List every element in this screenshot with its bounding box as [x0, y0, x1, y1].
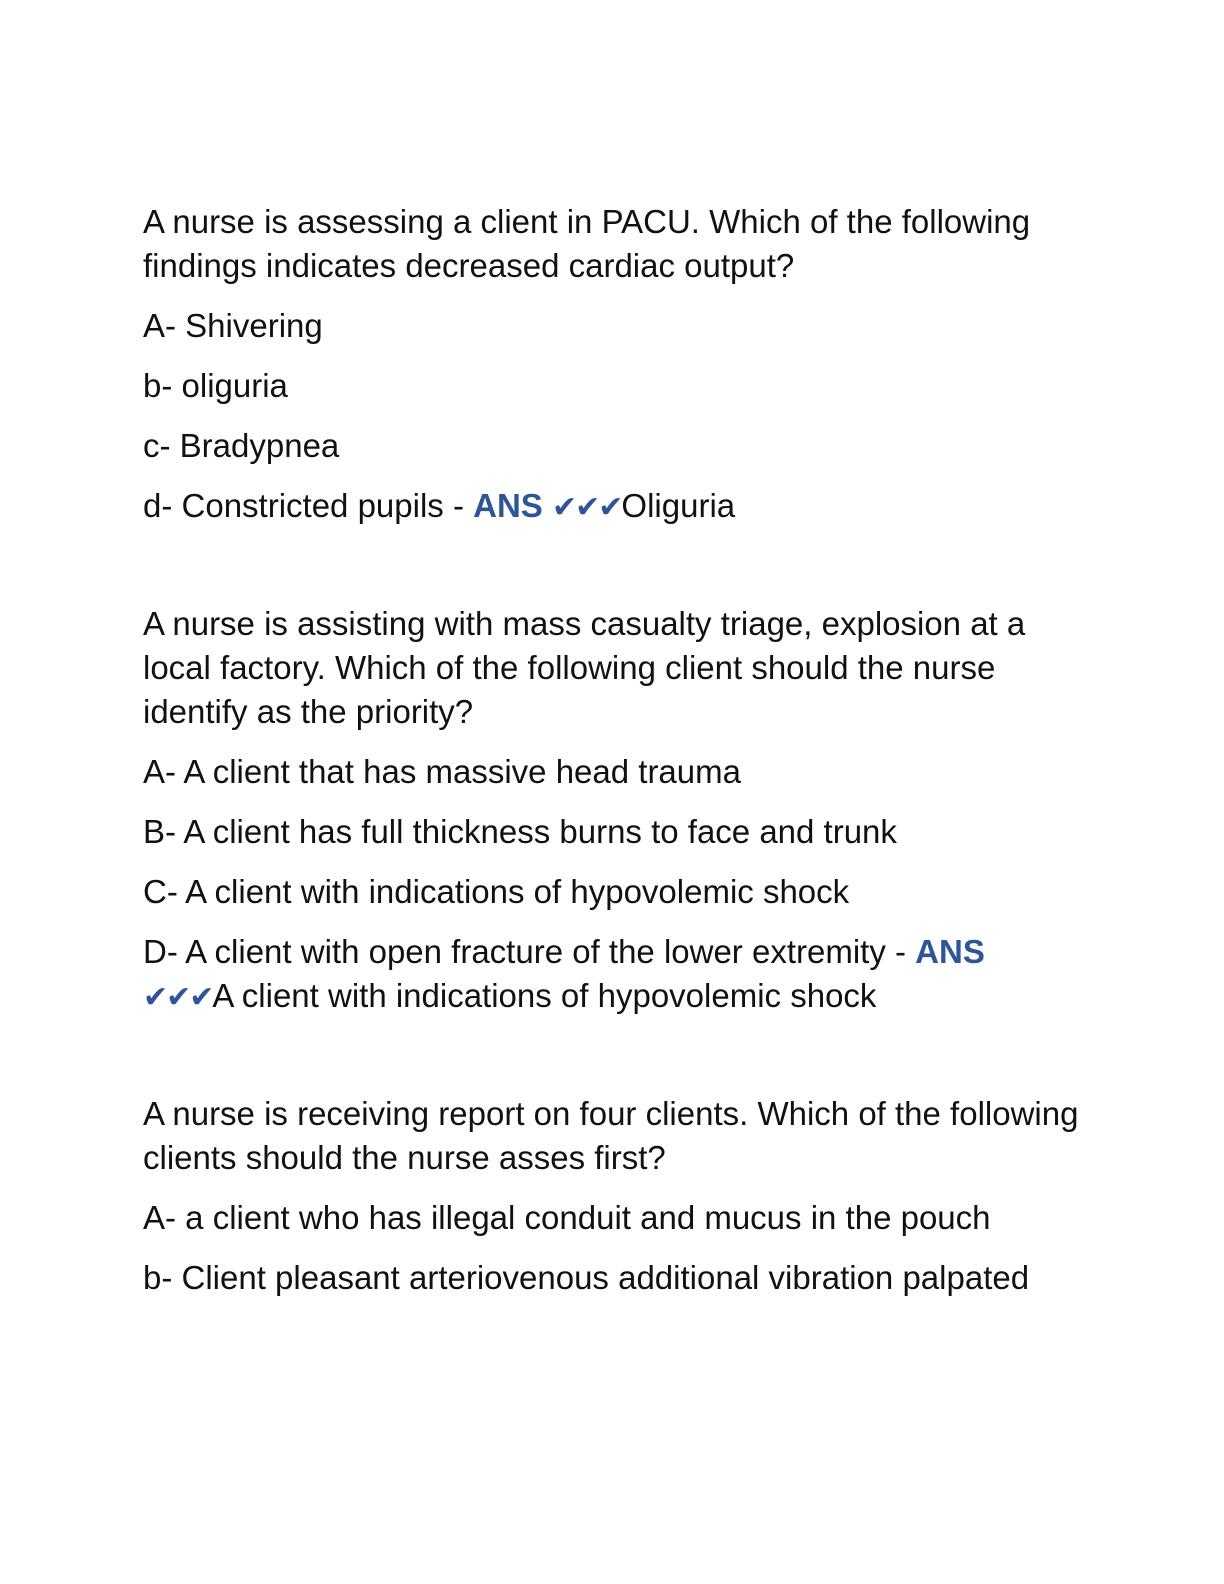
correct-answer: A client with indications of hypovolemic shock [212, 977, 877, 1014]
answer-option-with-key [143, 930, 1083, 1020]
question-block-3 [143, 1092, 1083, 1300]
ans-label: ANS [473, 487, 543, 524]
answer-option: B- A client has full thickness burns to face and trunk [143, 813, 897, 850]
answer-option: A- A client that has massive head trauma [143, 753, 741, 790]
answer-option: C- A client with indications of hypovolemic shock [143, 873, 850, 910]
answer-option-text: D- A client with open fracture of the lower extremity - [143, 933, 916, 970]
question-stem: A nurse is assisting with mass casualty triage, explosion at a local factory. Which of the following client should the nurse identify as the priority? [143, 605, 1026, 730]
answer-option: b- oliguria [143, 367, 288, 404]
answer-option: b- Client pleasant arteriovenous additional vibration palpated [143, 1259, 1030, 1296]
question-block-1 [143, 200, 1083, 530]
answer-option: A- a client who has illegal conduit and mucus in the pouch [143, 1199, 991, 1236]
answer-option-with-key [143, 484, 1083, 530]
ans-label: ANS [915, 933, 985, 970]
question-stem: A nurse is receiving report on four clients. Which of the following clients should the nurse asses first? [143, 1095, 1079, 1176]
answer-option: c- Bradypnea [143, 427, 340, 464]
question-block-2 [143, 602, 1083, 1020]
answer-option: A- Shivering [143, 307, 323, 344]
answer-option-text: d- Constricted pupils - [143, 487, 474, 524]
question-stem: A nurse is assessing a client in PACU. Which of the following findings indicates decreased cardiac output? [143, 203, 1031, 284]
correct-answer: Oliguria [621, 487, 736, 524]
checkmark-icon: ✔✔✔ [143, 980, 213, 1015]
checkmark-icon: ✔✔✔ [552, 490, 622, 525]
document-page [143, 200, 1083, 1372]
